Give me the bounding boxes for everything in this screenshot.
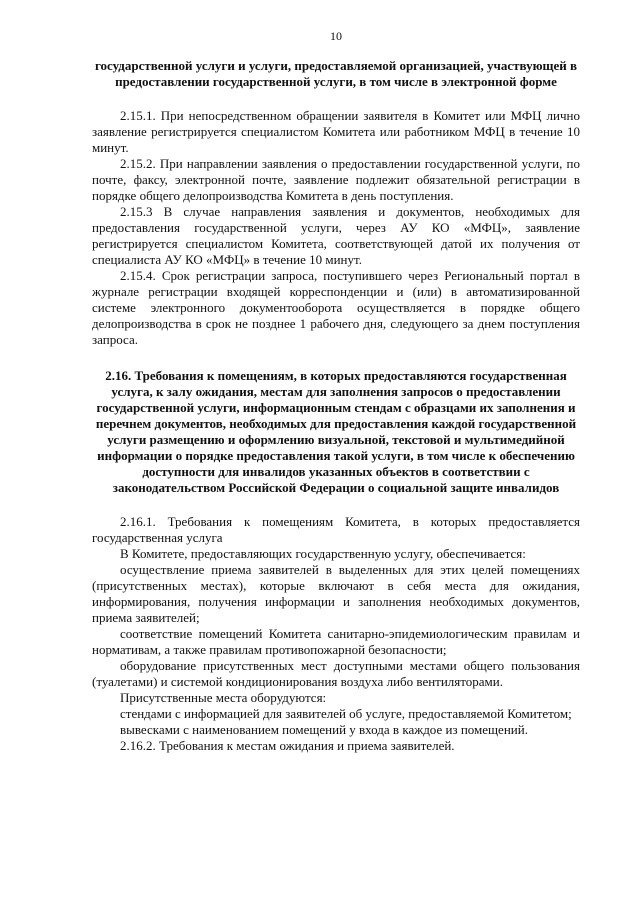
section-215-body <box>92 108 580 348</box>
paragraph-signboards: вывесками с наименованием помещений у входа в каждое из помещений. <box>120 722 528 737</box>
paragraph-2-16-1: 2.16.1. Требования к помещениям Комитета, в которых предоставляется государственная услуга <box>92 514 580 545</box>
paragraph-reception-premises: осуществление приема заявителей в выделенных для этих целей помещениях (присутственных местах), которые включают в себя места для ожидания, информирования, получения информации и заполнения необходимых документов, приема заявителей; <box>92 562 580 625</box>
section-216-body <box>92 514 580 754</box>
paragraph-info-stands: стендами с информацией для заявителей об услуге, предоставляемой Комитетом; <box>120 706 572 721</box>
paragraph-sanitary-compliance: соответствие помещений Комитета санитарно-эпидемиологическим правилам и нормативам, а также правилам противопожарной безопасности; <box>92 626 580 657</box>
paragraph-places-equipped: Присутственные места оборудуются: <box>120 690 327 705</box>
paragraph-equipment: оборудование присутственных мест доступными местами общего пользования (туалетами) и системой кондиционирования воздуха либо вентиляторами. <box>92 658 580 689</box>
paragraph-2-15-3: 2.15.3 В случае направления заявления и документов, необходимых для предоставления государственной услуги, через АУ КО «МФЦ», заявление регистрируется специалистом Комитета, соответствующей датой их получения от специалиста АУ КО «МФЦ» в течение 10 минут. <box>92 204 580 267</box>
heading-section-2-16: 2.16. Требования к помещениям, в которых предоставляются государственная услуга, к залу ожидания, местам для заполнения запросов о предоставлении государственной услуги, информационным стендам с образцами их заполнения и перечнем документов, необходимых для предоставления каждой государственной услуги размещению и оформлению визуальной, текстовой и мультимедийной информации о порядке предоставления такой услуги, в том числе к обеспечению доступности для инвалидов указанных объектов в соответствии с законодательством Российской Федерации о социальной защите инвалидов <box>95 368 577 495</box>
paragraph-2-16-2: 2.16.2. Требования к местам ожидания и приема заявителей. <box>120 738 455 753</box>
paragraph-2-15-2: 2.15.2. При направлении заявления о предоставлении государственной услуги, по почте, факсу, электронной почте, заявление подлежит обязательной регистрации в порядке общего делопроизводства Комитета в день поступления. <box>92 156 580 203</box>
paragraph-committee-provides: В Комитете, предоставляющих государственную услугу, обеспечивается: <box>120 546 526 561</box>
page-number: 10 <box>330 29 342 43</box>
heading-section-215-continuation: государственной услуги и услуги, предоставляемой организацией, участвующей в предоставлении государственной услуги, в том числе в электронной форме <box>94 58 578 89</box>
paragraph-2-15-1: 2.15.1. При непосредственном обращении заявителя в Комитет или МФЦ лично заявление регистрируется специалистом Комитета или работником МФЦ в течение 10 минут. <box>92 108 580 155</box>
paragraph-2-15-4: 2.15.4. Срок регистрации запроса, поступившего через Региональный портал в журнале регистрации входящей корреспонденции и (или) в автоматизированной системе электронного документооборота осуществляется в порядке общего делопроизводства в срок не позднее 1 рабочего дня, следующего за днем поступления запроса. <box>92 268 580 347</box>
